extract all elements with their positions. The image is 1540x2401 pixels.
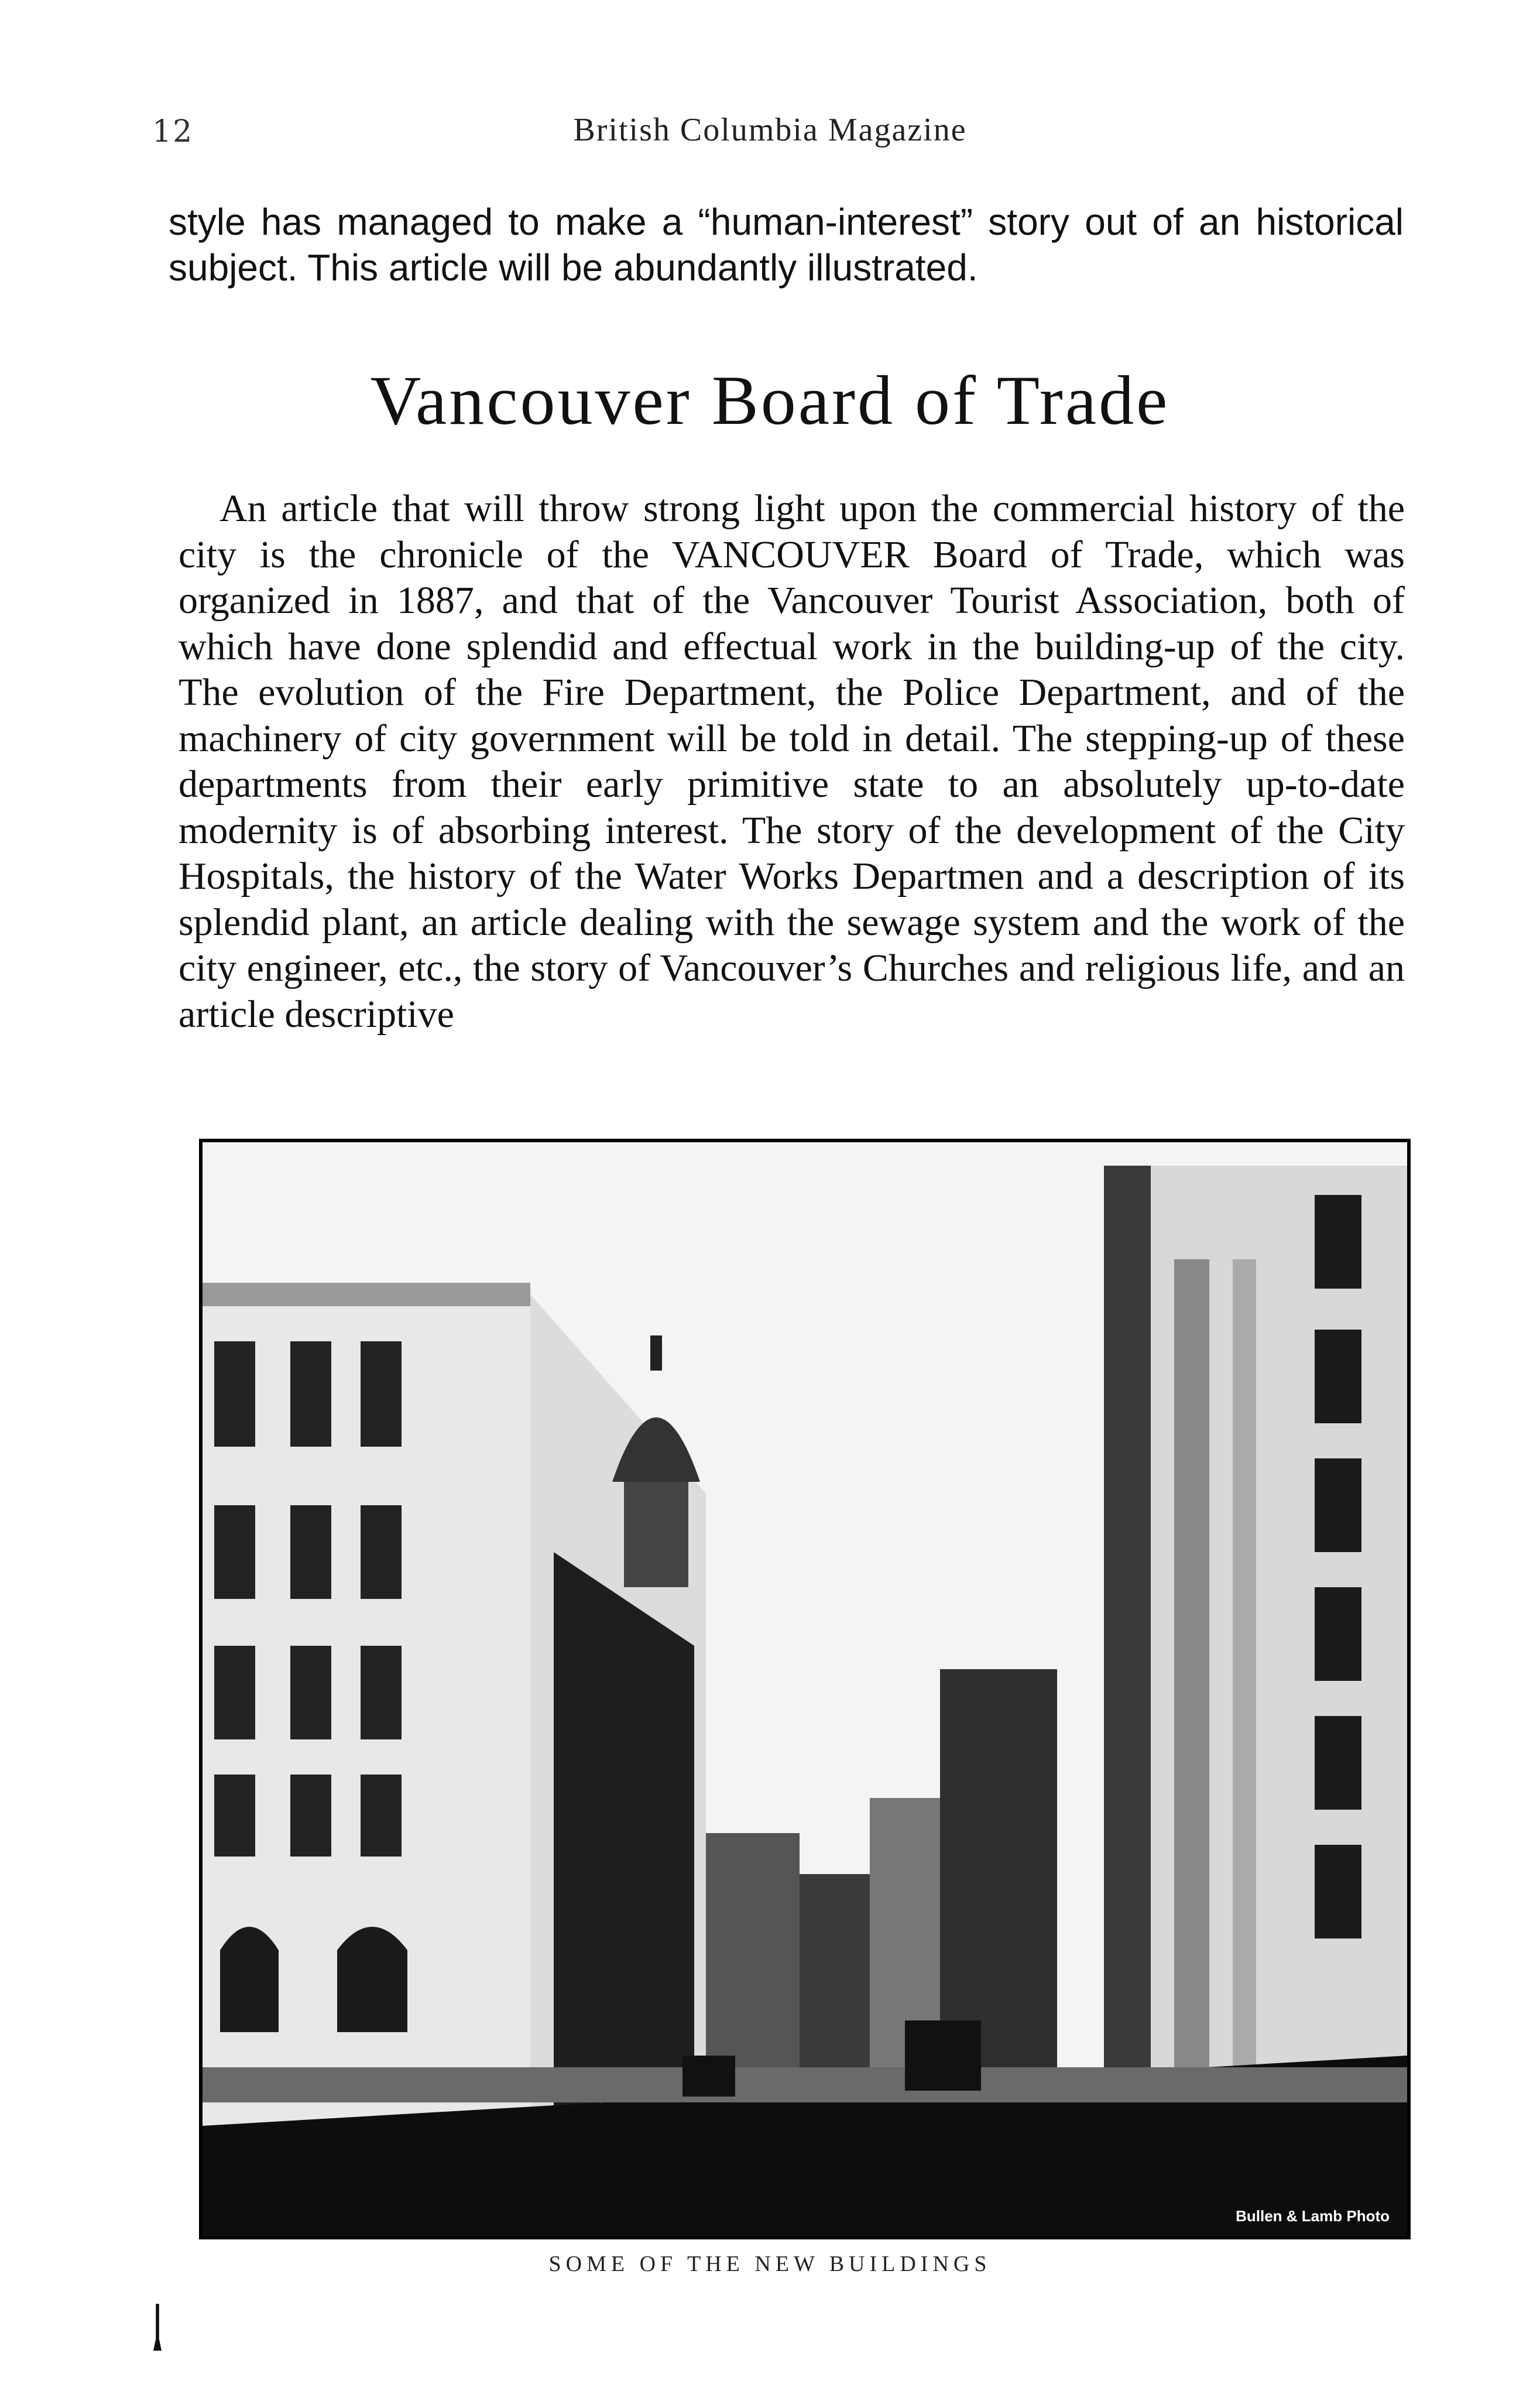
figure-caption: SOME OF THE NEW BUILDINGS — [548, 2252, 992, 2276]
street-photograph — [199, 1139, 1411, 2239]
article-title: Vancouver Board of Trade — [370, 361, 1170, 439]
article-body: An article that will throw strong light upon the commercial history of the city is the chronicle of the VANCOUVER Board of Trade, which was organized in 1887, and that of the Vancouver Tourist Association, both of which have done splendid and effectual work in the building-up of the city. The evolution of the Fire Department, the Police Department, and of the machinery of city government will be told in detail. The stepping-up of these departments from their early primitive state to an absolutely up-to-date modernity is of absorbing interest. The story of the development of the City Hospitals, the history of the Water Works Departmen and a description of its splendid plant, an article dealing with the sewage system and the work of the city engineer, etc., the story of Vancouver’s Churches and religious life, and an article descriptive — [179, 487, 1405, 1036]
photo-credit: Bullen & Lamb Photo — [1236, 2207, 1390, 2225]
running-head: British Columbia Magazine — [573, 112, 967, 148]
page-number: 12 — [152, 114, 194, 149]
margin-mark — [153, 2304, 162, 2351]
intro-paragraph: style has managed to make a “human-interest” story out of an historical subject. This article will be abundantly illustrated. — [169, 201, 1404, 289]
street-scene-illustration — [203, 1142, 1407, 2236]
